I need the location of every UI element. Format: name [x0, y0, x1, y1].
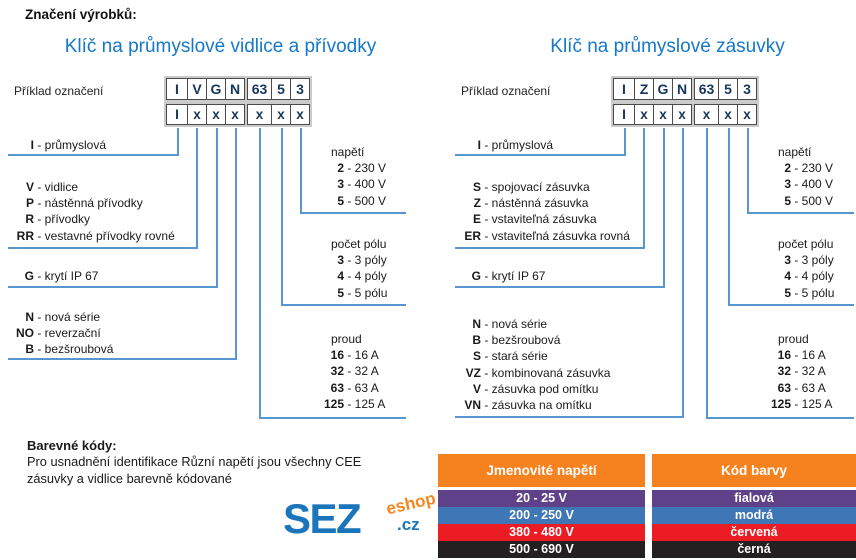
value-legend-row — [765, 380, 856, 396]
mask_row-box-cell: x — [672, 104, 692, 125]
code-legend-group — [455, 137, 622, 153]
legend-separator: - — [481, 317, 492, 331]
legend-code: 5 — [337, 285, 344, 300]
legend-code: I — [30, 138, 34, 152]
legend-separator: - — [791, 380, 802, 395]
legend-desc: 16 A — [354, 348, 379, 363]
connector-line — [281, 128, 283, 306]
code-legend-group — [455, 268, 661, 284]
legend-desc: 400 V — [801, 177, 834, 192]
legend-desc: 4 póly — [354, 269, 387, 284]
legend-row — [455, 316, 680, 332]
legend-code: ER — [464, 228, 481, 243]
diagram-title: Klíč na průmyslové vidlice a přívodky — [64, 36, 377, 57]
value-legend-row — [765, 347, 856, 363]
legend-code: VZ — [465, 365, 481, 380]
legend-code: 3 — [784, 177, 791, 192]
legend-row — [455, 179, 641, 195]
color-codes-heading: Barevné kódy: — [27, 438, 117, 453]
connector-line — [196, 128, 198, 249]
legend-separator: - — [791, 348, 802, 363]
value-legend-header: počet pólu — [331, 237, 387, 251]
table-header-color: Kód barvy — [652, 454, 856, 487]
code-legend-group — [455, 316, 680, 413]
legend-code: S — [472, 349, 481, 364]
legend-desc: průmyslová — [44, 138, 107, 152]
legend-desc: přívodky — [44, 212, 91, 227]
legend-desc: 32 A — [354, 364, 379, 379]
legend-row — [455, 137, 622, 153]
value-legend-header: napětí — [778, 145, 812, 159]
legend-separator: - — [791, 269, 802, 284]
legend-separator: - — [481, 381, 492, 396]
diagram-title: Klíč na průmyslové zásuvky — [550, 36, 785, 57]
value-legend-header: napětí — [331, 145, 365, 159]
legend-separator: - — [344, 364, 355, 379]
connector-line — [663, 128, 665, 288]
legend-code: 2 — [337, 161, 344, 176]
value-legend-group — [318, 331, 414, 412]
legend-separator: - — [344, 177, 355, 192]
legend-separator: - — [481, 333, 492, 348]
connector-line — [728, 304, 854, 306]
legend-row — [8, 137, 175, 153]
value-legend-group — [318, 144, 414, 209]
legend-desc: 3 póly — [801, 253, 834, 268]
legend-desc: nástěnná přívodky — [44, 196, 143, 211]
legend-code: 3 — [784, 253, 791, 268]
legend-code: 5 — [337, 193, 344, 208]
value-legend-group — [765, 144, 856, 209]
legend-desc: 4 póly — [801, 269, 834, 284]
connector-line — [706, 417, 854, 419]
legend-separator: - — [791, 161, 802, 176]
value-legend-row — [318, 160, 414, 176]
table-header-voltage: Jmenovité napětí — [438, 454, 645, 487]
color-name-cell: fialová — [652, 490, 856, 507]
legend-code: 32 — [330, 364, 344, 379]
value-legend-row — [765, 285, 856, 301]
legend-separator: - — [791, 364, 802, 379]
legend-code: 32 — [777, 364, 791, 379]
connector-line — [177, 128, 179, 156]
legend-desc: 3 póly — [354, 253, 387, 268]
value-legend-row — [765, 193, 856, 209]
legend-code: 5 — [784, 193, 791, 208]
legend-separator: - — [344, 348, 355, 363]
connector-line — [8, 358, 237, 360]
connector-line — [747, 128, 749, 214]
legend-separator: - — [481, 180, 492, 194]
code_row-box-cell: G — [206, 78, 226, 100]
connector-line — [300, 128, 302, 214]
mask_row-box-cell: I — [166, 104, 188, 125]
legend-desc: 500 V — [354, 193, 387, 208]
code_row-box-cell: N — [672, 78, 692, 100]
value-legend-row — [765, 396, 856, 412]
value-legend-row — [765, 176, 856, 192]
logo-sez-text: SEZ — [283, 495, 361, 542]
voltage-color-table — [438, 454, 856, 558]
legend-code: B — [25, 342, 34, 357]
legend-code: 4 — [784, 269, 791, 284]
legend-row — [455, 195, 641, 211]
mask_row-box-cell: x — [653, 104, 673, 125]
legend-separator: - — [34, 342, 45, 357]
legend-desc: zásuvka pod omítku — [491, 381, 599, 396]
legend-code: V — [25, 180, 34, 194]
connector-line — [643, 128, 645, 249]
mask_row-box-cell: x — [694, 104, 719, 125]
legend-separator: - — [481, 349, 492, 364]
legend-desc: reverzační — [44, 326, 101, 341]
legend-code: N — [25, 310, 34, 324]
table-row — [438, 524, 856, 541]
connector-line — [281, 304, 406, 306]
sez-eshop-logo[interactable] — [283, 488, 443, 556]
color-codes-line2: zásuvky a vidlice barevně kódované — [27, 470, 232, 486]
legend-code: 63 — [777, 380, 791, 395]
value-legend-row — [318, 363, 414, 379]
legend-separator: - — [344, 161, 355, 176]
legend-desc: spojovací zásuvka — [491, 180, 590, 194]
legend-desc: krytí IP 67 — [44, 269, 99, 283]
value-legend-row — [765, 268, 856, 284]
legend-separator: - — [481, 138, 492, 152]
value-legend-row — [318, 347, 414, 363]
value-legend-group — [765, 236, 856, 301]
table-row — [438, 507, 856, 524]
legend-code: V — [472, 381, 481, 396]
legend-separator: - — [481, 212, 492, 227]
legend-separator: - — [34, 138, 45, 152]
legend-code: N — [472, 317, 481, 331]
code_row-box-cell: V — [187, 78, 207, 100]
value-legend-row — [318, 396, 414, 412]
mask_row-box-cell: x — [225, 104, 245, 125]
connector-line — [747, 212, 854, 214]
code_row-box-cell: I — [166, 78, 188, 100]
connector-line — [259, 417, 406, 419]
legend-row — [455, 397, 680, 413]
connector-line — [706, 128, 708, 419]
legend-desc: 63 A — [354, 380, 379, 395]
legend-separator: - — [791, 285, 802, 300]
legend-desc: 63 A — [801, 380, 826, 395]
value-legend-header: proud — [778, 332, 809, 346]
connector-line — [8, 154, 179, 156]
legend-desc: zásuvka na omítku — [491, 398, 592, 413]
mask_row-box-cell: I — [613, 104, 635, 125]
legend-desc: 32 A — [801, 364, 826, 379]
legend-desc: 5 pólu — [354, 285, 388, 300]
legend-code: 3 — [337, 177, 344, 192]
legend-desc: nástěnná zásuvka — [491, 196, 589, 211]
legend-code: 4 — [337, 269, 344, 284]
legend-row — [8, 211, 194, 227]
connector-line — [455, 286, 665, 288]
value-legend-row — [318, 252, 414, 268]
legend-separator: - — [34, 212, 45, 227]
legend-code: 3 — [337, 253, 344, 268]
connector-line — [216, 128, 218, 288]
code_row-box-cell: 5 — [718, 78, 738, 100]
color-name-cell: modrá — [652, 507, 856, 524]
legend-code: G — [471, 269, 481, 283]
legend-row — [8, 228, 194, 244]
table-row — [438, 541, 856, 558]
legend-separator: - — [481, 398, 492, 413]
logo-eshop-text: eshop — [384, 488, 438, 519]
mask_row-box-cell: x — [737, 104, 757, 125]
legend-desc: průmyslová — [491, 138, 554, 152]
legend-desc: 125 A — [354, 396, 386, 411]
legend-separator: - — [481, 228, 492, 243]
legend-code: 16 — [777, 348, 791, 363]
legend-desc: 400 V — [354, 177, 387, 192]
legend-row — [455, 228, 641, 244]
color-name-cell: červená — [652, 524, 856, 541]
legend-desc: nová série — [491, 317, 548, 331]
code_row-box-cell: 63 — [694, 78, 719, 100]
mask_row-box-group — [166, 104, 245, 125]
voltage-cell: 20 - 25 V — [438, 490, 645, 507]
legend-code: P — [25, 196, 34, 211]
code_row-box-cell: N — [225, 78, 245, 100]
legend-row — [455, 348, 680, 364]
legend-desc: vstaviteľná zásuvka — [491, 212, 597, 227]
legend-desc: 500 V — [801, 193, 834, 208]
legend-code: S — [472, 180, 481, 194]
legend-row — [8, 309, 233, 325]
legend-code: RR — [16, 228, 34, 243]
legend-separator: - — [344, 269, 355, 284]
color-codes-note — [27, 437, 361, 487]
legend-code: 125 — [770, 396, 791, 411]
legend-separator: - — [34, 196, 45, 211]
code_row-box-cell: 3 — [737, 78, 757, 100]
table-header-row — [438, 454, 856, 487]
mask_row-box-cell: x — [271, 104, 291, 125]
value-legend-row — [765, 252, 856, 268]
code-legend-group — [455, 179, 641, 244]
legend-desc: bezšroubová — [491, 333, 561, 348]
legend-separator: - — [344, 380, 355, 395]
legend-separator: - — [481, 365, 492, 380]
value-legend-row — [318, 193, 414, 209]
legend-separator: - — [791, 253, 802, 268]
code-legend-group — [8, 137, 175, 153]
legend-desc: vidlice — [44, 180, 79, 194]
legend-row — [8, 341, 233, 357]
legend-desc: vstaviteľná zásuvka rovná — [491, 228, 630, 243]
voltage-cell: 500 - 690 V — [438, 541, 645, 558]
value-legend-row — [318, 380, 414, 396]
legend-desc: stará série — [491, 349, 548, 364]
legend-separator: - — [34, 228, 45, 243]
code-legend-group — [8, 309, 233, 358]
example-designation-label: Příklad označení — [14, 84, 104, 98]
legend-code: 125 — [323, 396, 344, 411]
mask_row-box-group — [694, 104, 757, 125]
code_row-box-cell: 5 — [271, 78, 291, 100]
mask_row-box-group — [247, 104, 310, 125]
example-designation-label: Příklad označení — [461, 84, 551, 98]
legend-row — [8, 268, 214, 284]
legend-separator: - — [34, 180, 45, 194]
legend-desc: nová série — [44, 310, 101, 324]
connector-line — [682, 128, 684, 418]
legend-separator: - — [481, 269, 492, 283]
legend-separator: - — [34, 326, 45, 341]
legend-separator: - — [791, 177, 802, 192]
legend-separator: - — [791, 396, 802, 411]
legend-separator: - — [344, 285, 355, 300]
code_row-box-cell: G — [653, 78, 673, 100]
legend-code: I — [477, 138, 481, 152]
legend-code: G — [24, 269, 34, 283]
legend-desc: 16 A — [801, 348, 826, 363]
value-legend-group — [765, 331, 856, 412]
mask_row-box-group — [613, 104, 692, 125]
legend-desc: 125 A — [801, 396, 833, 411]
legend-row — [455, 332, 680, 348]
legend-desc: kombinovaná zásuvka — [491, 365, 611, 380]
table-body — [438, 490, 856, 558]
code_row-box-group — [694, 78, 757, 100]
legend-row — [455, 381, 680, 397]
legend-separator: - — [481, 196, 492, 211]
legend-desc: krytí IP 67 — [491, 269, 546, 283]
connector-line — [8, 286, 218, 288]
legend-code: NO — [16, 326, 34, 341]
legend-code: 63 — [330, 380, 344, 395]
value-legend-header: proud — [331, 332, 362, 346]
code_row-box-cell: I — [613, 78, 635, 100]
legend-desc: 230 V — [354, 161, 387, 176]
color-name-cell: černá — [652, 541, 856, 558]
code_row-box-cell: Z — [634, 78, 654, 100]
code_row-box-group — [247, 78, 310, 100]
legend-code: 5 — [784, 285, 791, 300]
legend-row — [8, 179, 194, 195]
legend-code: 16 — [330, 348, 344, 363]
code-legend-group — [8, 268, 214, 284]
connector-line — [455, 247, 645, 249]
legend-row — [8, 195, 194, 211]
legend-separator: - — [791, 193, 802, 208]
voltage-cell: 200 - 250 V — [438, 507, 645, 524]
legend-separator: - — [344, 396, 355, 411]
value-legend-group — [318, 236, 414, 301]
legend-code: VN — [464, 398, 481, 413]
code_row-box-group — [613, 78, 692, 100]
value-legend-row — [765, 160, 856, 176]
code-legend-group — [8, 179, 194, 244]
legend-desc: 5 pólu — [801, 285, 835, 300]
table-row — [438, 490, 856, 507]
legend-row — [455, 365, 680, 381]
legend-separator: - — [34, 269, 45, 283]
legend-code: B — [472, 333, 481, 348]
legend-code: Z — [473, 196, 481, 211]
mask_row-box-cell: x — [206, 104, 226, 125]
connector-line — [235, 128, 237, 360]
value-legend-header: počet pólu — [778, 237, 834, 251]
value-legend-row — [318, 176, 414, 192]
sheet-heading: Značení výrobků: — [25, 7, 137, 22]
code_row-box-cell: 3 — [290, 78, 310, 100]
legend-desc: 230 V — [801, 161, 834, 176]
legend-code: E — [472, 212, 481, 227]
mask_row-box-cell: x — [290, 104, 310, 125]
connector-line — [728, 128, 730, 306]
legend-row — [455, 268, 661, 284]
voltage-cell: 380 - 480 V — [438, 524, 645, 541]
legend-row — [455, 211, 641, 227]
value-legend-row — [765, 363, 856, 379]
legend-row — [8, 325, 233, 341]
connector-line — [455, 416, 684, 418]
mask_row-box-cell: x — [718, 104, 738, 125]
legend-desc: bezšroubová — [44, 342, 114, 357]
mask_row-box-cell: x — [634, 104, 654, 125]
legend-code: 2 — [784, 161, 791, 176]
code_row-box-cell: 63 — [247, 78, 272, 100]
value-legend-row — [318, 268, 414, 284]
legend-desc: vestavné přívodky rovné — [44, 228, 175, 243]
connector-line — [455, 154, 626, 156]
connector-line — [259, 128, 261, 419]
legend-separator: - — [34, 310, 45, 324]
connector-line — [300, 212, 406, 214]
logo-cz-text: .cz — [397, 515, 420, 534]
mask_row-box-cell: x — [187, 104, 207, 125]
code_row-box-group — [166, 78, 245, 100]
value-legend-row — [318, 285, 414, 301]
mask_row-box-cell: x — [247, 104, 272, 125]
connector-line — [624, 128, 626, 156]
connector-line — [8, 247, 198, 249]
color-codes-line1: Pro usnadnění identifikace Různí napětí jsou všechny CEE — [27, 454, 362, 469]
legend-separator: - — [344, 193, 355, 208]
legend-code: R — [25, 212, 34, 227]
legend-separator: - — [344, 253, 355, 268]
